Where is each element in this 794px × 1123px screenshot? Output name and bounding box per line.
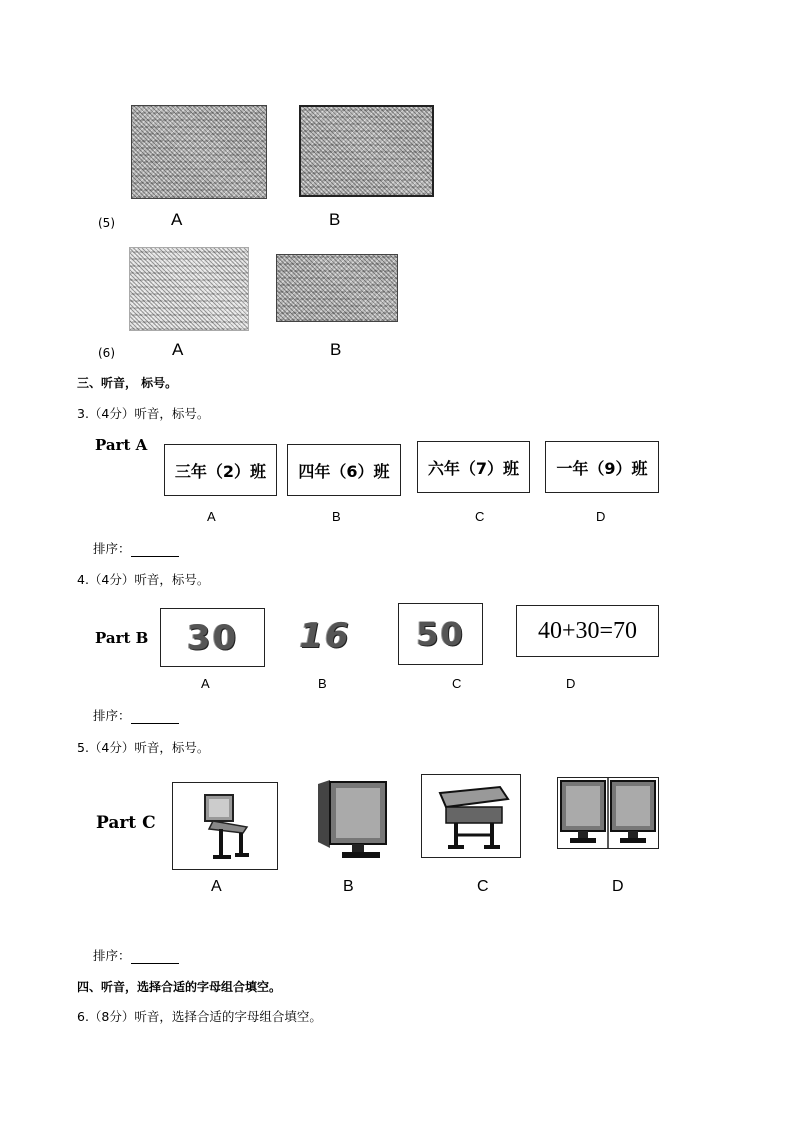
- class-letter-d: D: [596, 509, 606, 524]
- number-letter-d: D: [566, 676, 576, 691]
- option-letter-5a: A: [171, 210, 183, 229]
- equation-card-d: [516, 605, 659, 657]
- part-b-label: Part B: [95, 629, 149, 647]
- order-label: 排序：: [93, 708, 131, 723]
- number-letter-b: B: [318, 676, 327, 691]
- classroom-photo-6b: [276, 254, 398, 322]
- question-5-header: 5.（4分）听音，标号。: [77, 740, 210, 755]
- furniture-letter-a: A: [211, 878, 222, 895]
- part-a-label: Part A: [95, 436, 148, 454]
- answer-blank[interactable]: [131, 710, 179, 724]
- number-card-b: [290, 608, 360, 664]
- number-card-a: [160, 608, 265, 667]
- question-3-header: 3.（4分）听音，标号。: [77, 406, 210, 421]
- library-photo-5b: [299, 105, 434, 197]
- order-label: 排序：: [93, 541, 131, 556]
- order-answer-4: [93, 706, 179, 724]
- chair-icon: [173, 783, 277, 869]
- class-letter-a: A: [207, 509, 216, 524]
- answer-blank[interactable]: [131, 950, 179, 964]
- item-number-5: (5): [98, 216, 115, 230]
- class-box-a: 三年（2）班: [164, 444, 277, 496]
- number-50: 50: [416, 615, 465, 653]
- option-letter-6b: B: [330, 340, 342, 359]
- class-box-b: 四年（6）班: [287, 444, 401, 496]
- section-3-title: 三、听音， 标号。: [77, 376, 178, 390]
- number-letter-a: A: [201, 676, 210, 691]
- class-letter-b: B: [332, 509, 341, 524]
- furniture-letter-d: D: [612, 878, 624, 895]
- equation-text: 40+30=70: [537, 617, 638, 644]
- class-letter-c: C: [475, 509, 485, 524]
- order-answer-5: [93, 946, 179, 964]
- option-letter-6a: A: [172, 340, 184, 359]
- answer-blank[interactable]: [131, 543, 179, 557]
- furniture-card-c: [421, 774, 521, 858]
- question-4-header: 4.（4分）听音，标号。: [77, 572, 210, 587]
- hall-photo-6a: [129, 247, 249, 331]
- furniture-card-d: [557, 777, 659, 849]
- number-card-c: [398, 603, 483, 665]
- part-c-label: Part C: [96, 813, 156, 833]
- two-monitors-icon: [558, 778, 658, 848]
- furniture-letter-b: B: [343, 878, 354, 895]
- computer-monitor-icon: [312, 778, 390, 864]
- number-letter-c: C: [452, 676, 462, 691]
- class-box-d: 一年（9）班: [545, 441, 659, 493]
- order-label: 排序：: [93, 948, 131, 963]
- section-4-title: 四、听音，选择合适的字母组合填空。: [77, 980, 282, 994]
- furniture-letter-c: C: [477, 878, 489, 895]
- number-30: 30: [186, 617, 239, 658]
- option-letter-5b: B: [329, 210, 341, 229]
- order-answer-3: [93, 539, 179, 557]
- number-16: 16: [299, 616, 351, 656]
- furniture-card-b: [312, 778, 390, 864]
- item-number-6: (6): [98, 346, 115, 360]
- classroom-photo-5a: [131, 105, 267, 199]
- desk-icon: [422, 775, 520, 857]
- question-6-header: 6.（8分）听音，选择合适的字母组合填空。: [77, 1009, 322, 1024]
- class-box-c: 六年（7）班: [417, 441, 530, 493]
- furniture-card-a: [172, 782, 278, 870]
